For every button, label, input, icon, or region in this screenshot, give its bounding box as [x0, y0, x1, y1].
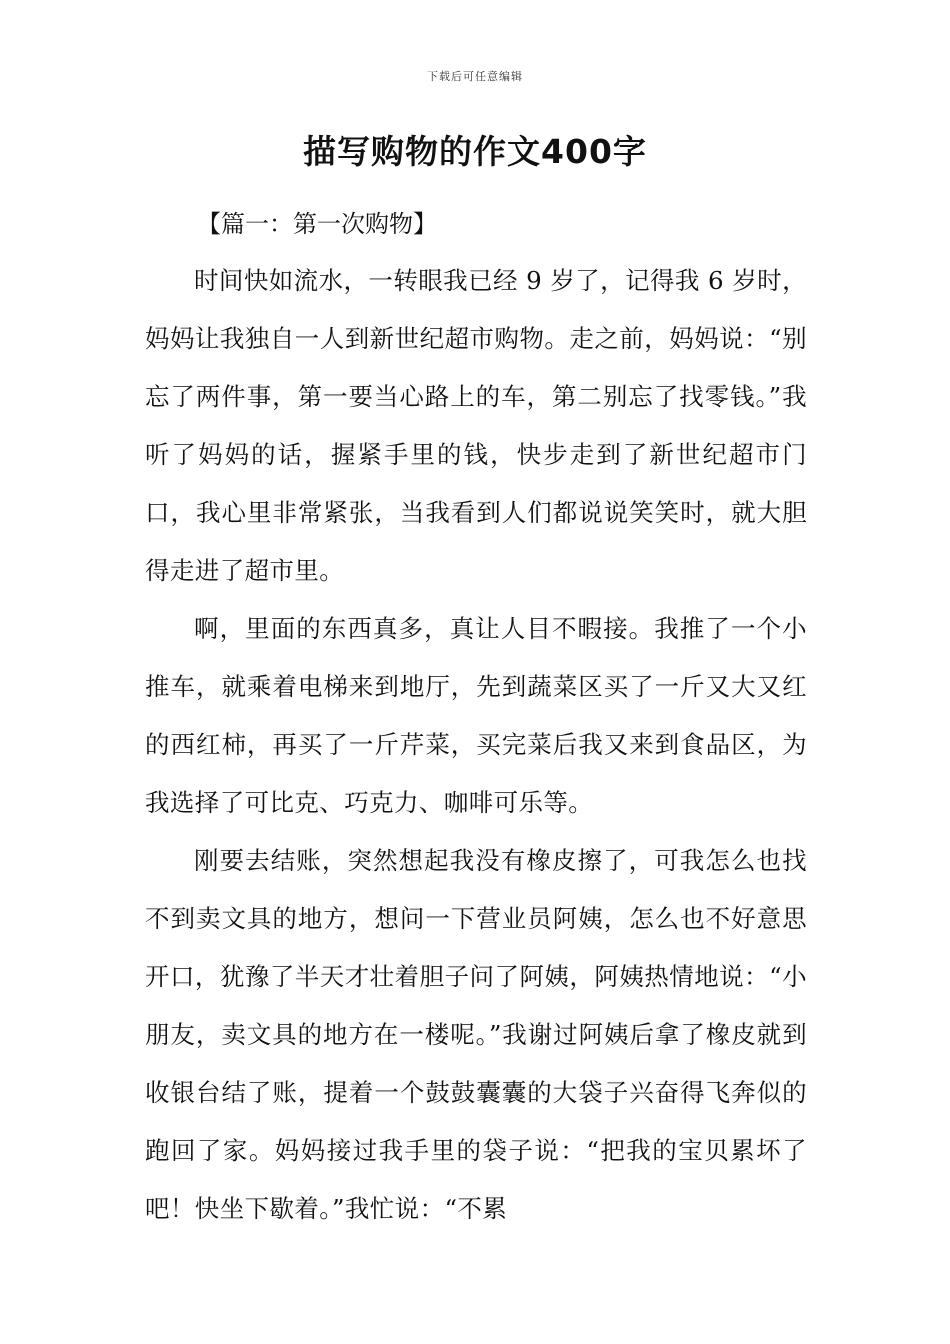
paragraph-1: 时间快如流水，一转眼我已经 9 岁了，记得我 6 岁时，妈妈让我独自一人到新世纪超市购物。走之前，妈妈说：“别忘了两件事，第一要当心路上的车，第二别忘了找零钱。”我听了妈妈的话，握紧手里的钱，快步走到了新世纪超市门口，我心里非常紧张，当我看到人们都说说笑笑时，就大胆得走进了超市里。 — [145, 266, 807, 585]
paragraph-2: 啊，里面的东西真多，真让人目不暇接。我推了一个小推车，就乘着电梯来到地厅，先到蔬菜区买了一斤又大又红的西红柿，再买了一斤芹菜，买完菜后我又来到食品区，为我选择了可比克、巧克力、咖啡可乐等。 — [145, 614, 807, 817]
paragraph-3: 刚要去结账，突然想起我没有橡皮擦了，可我怎么也找不到卖文具的地方，想问一下营业员阿姨，怎么也不好意思开口，犹豫了半天才壮着胆子问了阿姨，阿姨热情地说：“小朋友，卖文具的地方在一楼呢。”我谢过阿姨后拿了橡皮就到收银台结了账，提着一个鼓鼓囊囊的大袋子兴奋得飞奔似的跑回了家。妈妈接过我手里的袋子说：“把我的宝贝累坏了吧！快坐下歇着。”我忙说：“不累 — [145, 846, 807, 1223]
section-heading: 【篇一：第一次购物】 — [197, 210, 437, 238]
body-text — [145, 252, 807, 1238]
header-note: 下载后可任意编辑 — [427, 70, 523, 83]
document-title: 描写购物的作文400字 — [303, 132, 647, 171]
